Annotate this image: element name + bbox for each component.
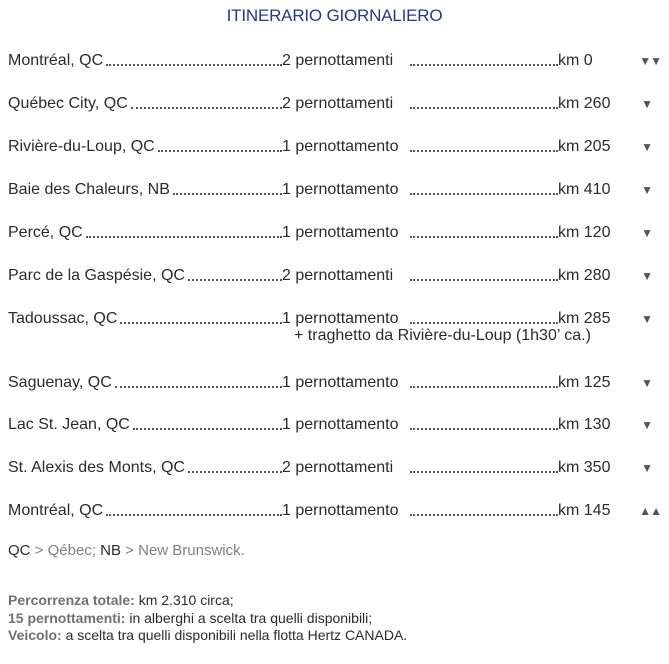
dotted-leader — [188, 259, 282, 281]
itinerary-nights: 1 pernottamento — [282, 222, 399, 244]
itinerary-city: Tadoussac, QC — [8, 308, 118, 330]
summary-distance — [8, 592, 407, 610]
dotted-leader — [410, 408, 558, 430]
summary-vehicle-label: Veicolo: — [8, 627, 62, 643]
dotted-leader — [106, 494, 282, 516]
itinerary-nights: 2 pernottamenti — [282, 265, 393, 287]
dotted-leader — [188, 451, 282, 473]
itinerary-city: Baie des Chaleurs, NB — [8, 179, 171, 201]
legend-qc-name: Qébec — [47, 542, 92, 559]
itinerary-city: Lac St. Jean, QC — [8, 414, 131, 436]
itinerary-distance: km 350 — [558, 459, 611, 476]
itinerary-nights: 1 pernottamento — [282, 136, 399, 158]
dotted-leader — [131, 87, 282, 109]
dotted-leader — [173, 173, 282, 195]
itinerary-nights: 2 pernottamenti — [282, 457, 393, 479]
up-arrow-icon: ▲▲ — [639, 504, 661, 518]
itinerary-distance: km 145 — [558, 502, 611, 519]
dotted-leader — [115, 366, 282, 388]
summary-nights-label: 15 pernottamenti: — [8, 609, 126, 626]
itinerary-row — [8, 500, 663, 522]
down-arrow-icon: ▼▼ — [639, 54, 661, 68]
dotted-leader — [410, 130, 558, 152]
down-arrow-icon: ▼ — [641, 312, 653, 326]
itinerary-distance: km 260 — [558, 95, 611, 112]
itinerary-nights: 1 pernottamento — [282, 414, 399, 436]
itinerary-distance: km 410 — [558, 181, 611, 198]
dotted-leader — [133, 408, 282, 430]
summary-distance-label: Percorrenza totale: — [8, 592, 135, 608]
trip-summary — [8, 592, 407, 645]
dotted-leader — [410, 216, 558, 238]
summary-vehicle — [8, 627, 407, 645]
ferry-note: + traghetto da Rivière-du-Loup (1h30’ ca.) — [294, 327, 591, 344]
summary-nights-text: in alberghi a scelta tra quelli disponibili; — [125, 609, 373, 626]
down-arrow-icon: ▼ — [641, 97, 653, 111]
itinerary-nights: 1 pernottamento — [282, 372, 399, 394]
itinerary-city: Parc de la Gaspésie, QC — [8, 265, 186, 287]
itinerary-row — [8, 372, 663, 394]
itinerary-distance: km 205 — [558, 138, 611, 155]
itinerary-row — [8, 222, 663, 244]
itinerary-row — [8, 50, 663, 72]
legend-nb-sep: > — [121, 542, 139, 559]
down-arrow-icon: ▼ — [641, 183, 653, 197]
legend-qc-sep: > — [30, 542, 48, 559]
itinerary-row — [8, 93, 663, 115]
down-arrow-icon: ▼ — [641, 269, 653, 283]
itinerary-distance: km 120 — [558, 224, 611, 241]
itinerary-nights: 2 pernottamenti — [282, 50, 393, 72]
legend-nb-name: New Brunswick. — [138, 542, 245, 559]
dotted-leader — [106, 44, 282, 66]
itinerary-nights: 1 pernottamento — [282, 308, 399, 330]
itinerary-row — [8, 265, 663, 287]
dotted-leader — [410, 366, 558, 388]
dotted-leader — [410, 451, 558, 473]
itinerary-city: St. Alexis des Monts, QC — [8, 457, 186, 479]
summary-vehicle-text: a scelta tra quelli disponibili nella flotta Hertz CANADA. — [61, 627, 408, 643]
itinerary-nights: 2 pernottamenti — [282, 93, 393, 115]
dotted-leader — [120, 302, 282, 324]
itinerary-city: Percé, QC — [8, 222, 84, 244]
legend-nb-abbr: NB — [100, 542, 121, 559]
dotted-leader — [158, 130, 282, 152]
itinerary-distance: km 280 — [558, 267, 611, 284]
down-arrow-icon: ▼ — [641, 376, 653, 390]
down-arrow-icon: ▼ — [641, 461, 653, 475]
itinerary-distance: km 125 — [558, 374, 611, 391]
itinerary-distance: km 285 — [558, 310, 611, 327]
itinerary-city: Montréal, QC — [8, 500, 104, 522]
itinerary-nights: 1 pernottamento — [282, 179, 399, 201]
itinerary-city: Rivière-du-Loup, QC — [8, 136, 156, 158]
itinerary-city: Québec City, QC — [8, 93, 129, 115]
down-arrow-icon: ▼ — [641, 140, 653, 154]
itinerary-distance: km 0 — [558, 52, 593, 69]
dotted-leader — [410, 494, 558, 516]
dotted-leader — [410, 173, 558, 195]
dotted-leader — [86, 216, 282, 238]
dotted-leader — [410, 302, 558, 324]
itinerary-row — [8, 414, 663, 436]
abbreviation-legend — [8, 542, 245, 559]
itinerary-row — [8, 457, 663, 479]
down-arrow-icon: ▼ — [641, 226, 653, 240]
legend-separator: ; — [91, 542, 101, 559]
summary-nights — [8, 610, 407, 628]
itinerary-nights: 1 pernottamento — [282, 500, 399, 522]
itinerary-row — [8, 136, 663, 158]
dotted-leader — [410, 259, 558, 281]
down-arrow-icon: ▼ — [641, 418, 653, 432]
itinerary-city: Saguenay, QC — [8, 372, 113, 394]
legend-qc-abbr: QC — [8, 542, 31, 559]
itinerary-row — [8, 179, 663, 201]
page-title: ITINERARIO GIORNALIERO — [226, 6, 443, 25]
dotted-leader — [410, 87, 558, 109]
itinerary-city: Montréal, QC — [8, 50, 104, 72]
itinerary-distance: km 130 — [558, 416, 611, 433]
summary-distance-text: km 2.310 circa; — [134, 592, 234, 608]
dotted-leader — [410, 44, 558, 66]
